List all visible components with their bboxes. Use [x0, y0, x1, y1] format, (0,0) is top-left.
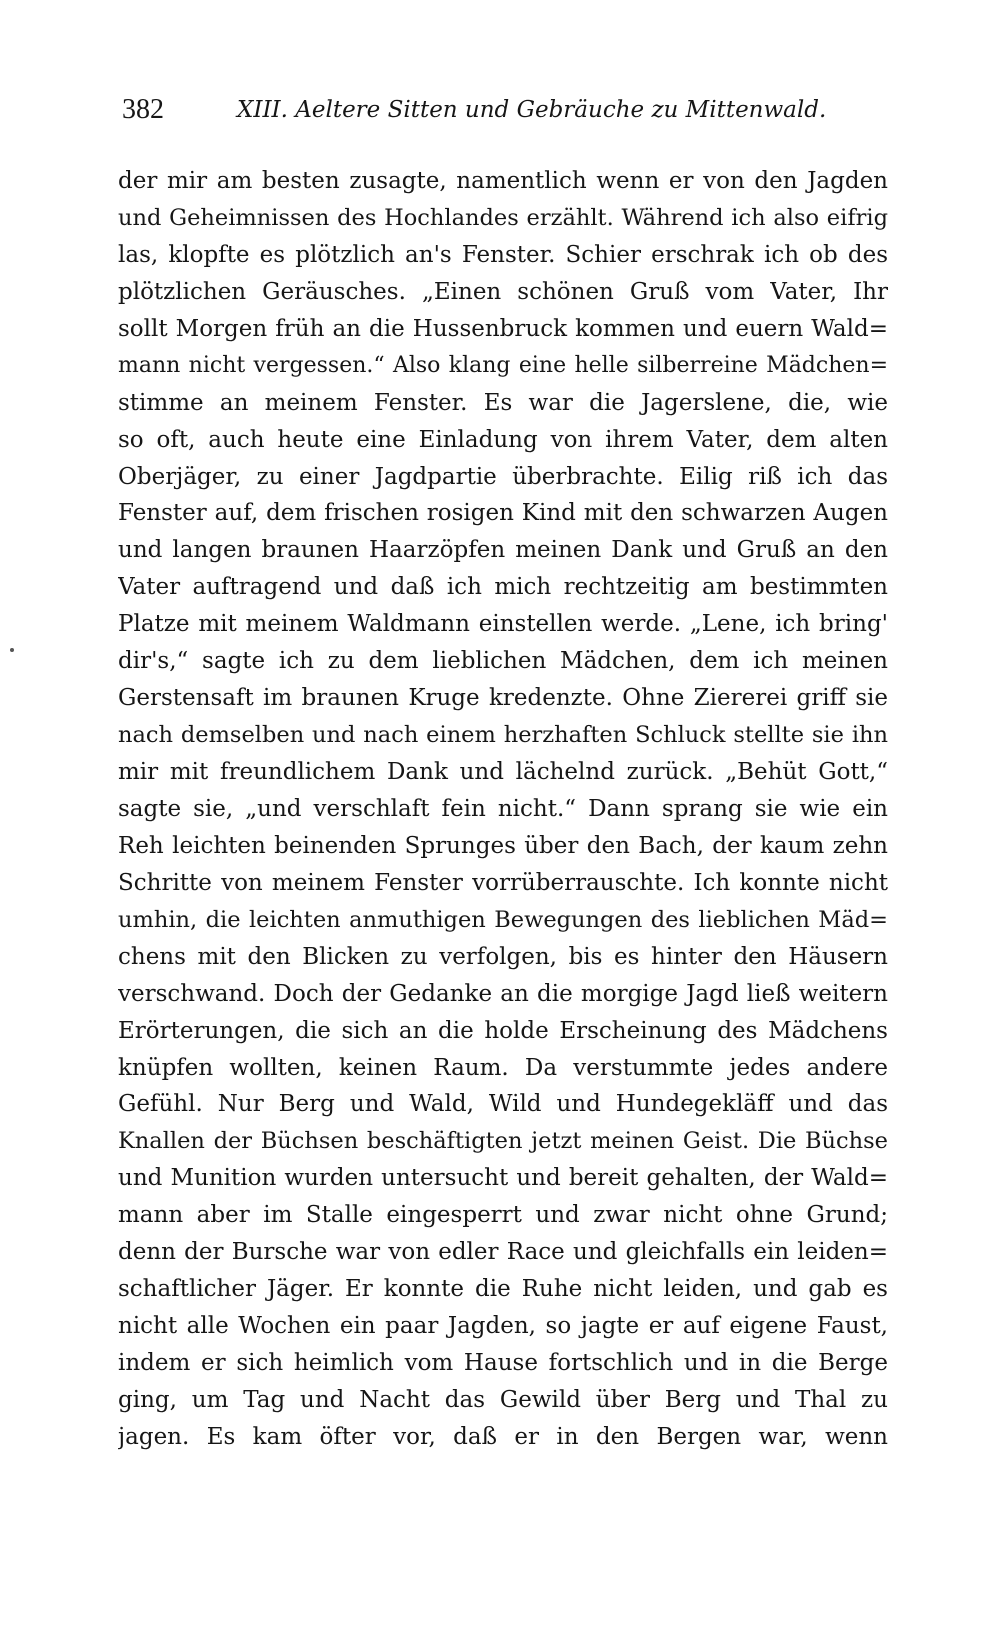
text-line: Erörterungen, die sich an die holde Erscheinung des Mädchens [118, 1017, 888, 1044]
text-line: Oberjäger, zu einer Jagdpartie überbrachte. Eilig riß ich das [118, 463, 888, 490]
text-line: umhin, die leichten anmuthigen Bewegungen des lieblichen Mäd= [118, 906, 888, 933]
text-line: nach demselben und nach einem herzhaften Schluck stellte sie ihn [118, 722, 888, 749]
text-line: mann aber im Stalle eingesperrt und zwar nicht ohne Grund; [118, 1202, 888, 1229]
running-head: XIII. Aeltere Sitten und Gebräuche zu Mittenwald. [237, 97, 827, 123]
text-line: und langen braunen Haarzöpfen meinen Dank und Gruß an den [118, 537, 888, 564]
text-line: Platze mit meinem Waldmann einstellen werde. „Lene, ich bring' [118, 611, 888, 638]
text-line: sagte sie, „und verschlaft fein nicht.“ Dann sprang sie wie ein [118, 795, 888, 822]
text-line: so oft, auch heute eine Einladung von ihrem Vater, dem alten [118, 426, 888, 453]
text-line: Gefühl. Nur Berg und Wald, Wild und Hundegekläff und das [118, 1091, 888, 1118]
page-number: 382 [122, 94, 164, 125]
body-text [118, 163, 888, 1456]
text-line: stimme an meinem Fenster. Es war die Jagerslene, die, wie [118, 389, 888, 416]
text-line: dir's,“ sagte ich zu dem lieblichen Mädchen, dem ich meinen [118, 648, 888, 675]
text-line: las, klopfte es plötzlich an's Fenster. Schier erschrak ich ob des [118, 241, 888, 268]
text-line: und Geheimnissen des Hochlandes erzählt. Während ich also eifrig [118, 204, 888, 231]
text-line: und Munition wurden untersucht und bereit gehalten, der Wald= [118, 1165, 888, 1192]
text-line: plötzlichen Geräusches. „Einen schönen Gruß vom Vater, Ihr [118, 278, 888, 305]
text-line: denn der Bursche war von edler Race und gleichfalls ein leiden= [118, 1239, 888, 1266]
text-line: ging, um Tag und Nacht das Gewild über Berg und Thal zu [118, 1386, 888, 1413]
text-line: Gerstensaft im braunen Kruge kredenzte. Ohne Ziererei griff sie [118, 685, 888, 712]
text-line: schaftlicher Jäger. Er konnte die Ruhe nicht leiden, und gab es [118, 1276, 888, 1303]
text-line: sollt Morgen früh an die Hussenbruck kommen und euern Wald= [118, 315, 888, 342]
text-line: knüpfen wollten, keinen Raum. Da verstummte jedes andere [118, 1054, 888, 1081]
text-line: nicht alle Wochen ein paar Jagden, so jagte er auf eigene Faust, [118, 1313, 888, 1340]
text-line: der mir am besten zusagte, namentlich wenn er von den Jagden [118, 168, 888, 194]
text-line: mann nicht vergessen.“ Also klang eine helle silberreine Mädchen= [118, 352, 888, 378]
text-line: jagen. Es kam öfter vor, daß er in den Bergen war, wenn [118, 1423, 888, 1450]
text-line: Knallen der Büchsen beschäftigten jetzt meinen Geist. Die Büchse [118, 1128, 888, 1155]
margin-speck [10, 648, 14, 652]
text-line: chens mit den Blicken zu verfolgen, bis es hinter den Häusern [118, 943, 888, 970]
text-line: Schritte von meinem Fenster vorrüberrauschte. Ich konnte nicht [118, 869, 888, 896]
text-line: Vater auftragend und daß ich mich rechtzeitig am bestimmten [118, 574, 888, 601]
text-line: indem er sich heimlich vom Hause fortschlich und in die Berge [118, 1350, 888, 1376]
page-header [122, 90, 882, 134]
text-line: verschwand. Doch der Gedanke an die morgige Jagd ließ weitern [118, 980, 888, 1007]
text-line: mir mit freundlichem Dank und lächelnd zurück. „Behüt Gott,“ [118, 759, 888, 785]
text-line: Reh leichten beinenden Sprunges über den Bach, der kaum zehn [118, 832, 888, 859]
text-line: Fenster auf, dem frischen rosigen Kind mit den schwarzen Augen [118, 500, 888, 527]
